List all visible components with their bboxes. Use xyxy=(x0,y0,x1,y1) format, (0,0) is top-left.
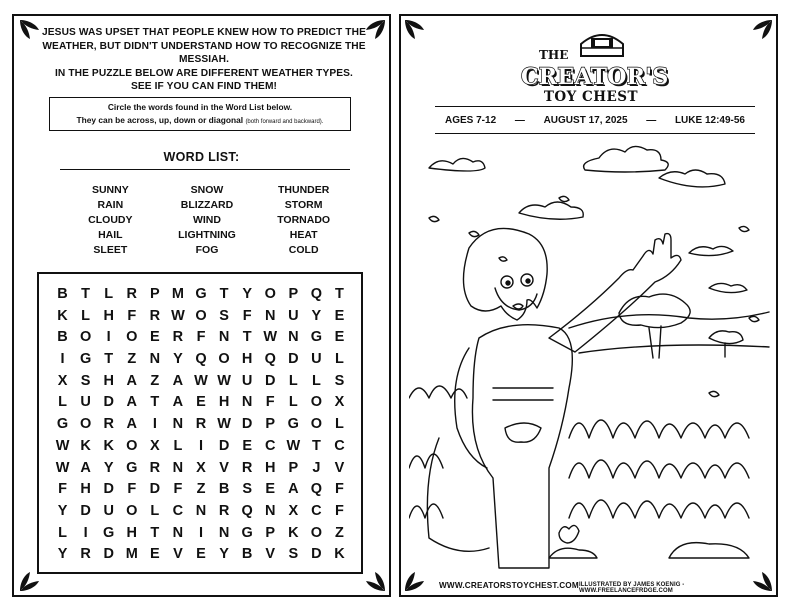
grid-letter[interactable]: H xyxy=(103,372,114,389)
grid-letter[interactable]: Y xyxy=(173,351,183,368)
grid-letter[interactable]: Z xyxy=(196,481,206,498)
grid-letter[interactable]: T xyxy=(219,286,229,302)
word-list xyxy=(62,183,352,257)
grid-letter[interactable]: L xyxy=(288,394,298,411)
word-list-item: CLOUDY xyxy=(88,214,133,226)
grid-letter[interactable]: X xyxy=(196,459,206,476)
grid-letter[interactable]: L xyxy=(58,524,67,541)
grid-letter[interactable]: Q xyxy=(241,502,253,519)
grid-letter[interactable]: A xyxy=(80,459,91,476)
word-list-item: HEAT xyxy=(289,229,318,241)
grid-letter[interactable]: R xyxy=(149,307,161,324)
divider xyxy=(60,169,350,170)
grid-letter[interactable]: L xyxy=(150,502,160,519)
grid-letter[interactable]: L xyxy=(335,351,344,368)
grid-letter[interactable]: E xyxy=(242,437,252,454)
coloring-panel xyxy=(399,14,778,597)
grid-letter[interactable]: Z xyxy=(150,372,160,389)
grid-letter[interactable]: V xyxy=(334,459,345,476)
grid-letter[interactable]: R xyxy=(172,329,184,346)
grid-letter[interactable]: R xyxy=(149,459,161,476)
grid-letter[interactable]: S xyxy=(80,372,91,389)
grid-letter[interactable]: Y xyxy=(57,546,68,563)
word-search-panel xyxy=(12,14,391,597)
grid-letter[interactable]: L xyxy=(81,307,91,324)
grid-letter[interactable]: W xyxy=(263,329,278,346)
grid-letter[interactable]: I xyxy=(83,524,88,541)
grid-letter[interactable]: X xyxy=(334,394,345,411)
word-list-item: RAIN xyxy=(97,199,124,211)
grid-letter[interactable]: R xyxy=(218,502,230,519)
grid-letter[interactable]: C xyxy=(334,437,345,454)
grid-letter[interactable]: A xyxy=(126,416,137,433)
leaf-corner-icon xyxy=(18,569,42,593)
grid-letter[interactable]: K xyxy=(57,307,68,324)
grid-letter[interactable]: K xyxy=(80,437,91,454)
grid-letter[interactable]: N xyxy=(218,329,230,346)
grid-letter[interactable]: N xyxy=(172,524,184,541)
grid-letter[interactable]: P xyxy=(265,416,276,433)
grid-letter[interactable]: N xyxy=(195,502,207,519)
grid-letter[interactable]: M xyxy=(125,546,138,563)
grid-letter[interactable]: A xyxy=(172,394,184,411)
grid-letter[interactable]: T xyxy=(104,351,114,368)
age-range: AGES 7-12 xyxy=(445,114,497,126)
word-list-item: TORNADO xyxy=(277,214,331,226)
creators-toy-chest-logo xyxy=(521,28,669,105)
grid-letter[interactable]: D xyxy=(103,546,114,563)
grid-letter[interactable]: E xyxy=(334,307,345,324)
grid-letter[interactable]: G xyxy=(310,329,323,346)
separator: — xyxy=(646,114,657,126)
grid-letter[interactable]: J xyxy=(312,459,321,476)
grid-letter[interactable]: U xyxy=(80,394,91,411)
grid-letter[interactable]: L xyxy=(58,394,67,411)
grid-letter[interactable]: W xyxy=(171,307,185,324)
word-list-item: SUNNY xyxy=(91,184,129,196)
grid-letter[interactable]: C xyxy=(172,502,184,519)
word-list-item: FOG xyxy=(195,244,219,256)
grid-letter[interactable]: H xyxy=(103,307,114,324)
grid-letter[interactable]: D xyxy=(149,481,161,498)
grid-letter[interactable]: P xyxy=(150,286,160,302)
grid-letter[interactable]: X xyxy=(288,502,299,519)
grid-letter[interactable]: X xyxy=(150,437,160,454)
grid-letter[interactable]: Z xyxy=(127,351,137,368)
grid-letter[interactable]: E xyxy=(196,394,206,411)
grid-letter[interactable]: T xyxy=(150,524,160,541)
scripture-reference: LUKE 12:49-56 xyxy=(674,114,745,126)
grid-letter[interactable]: A xyxy=(126,394,137,411)
grid-letter[interactable]: D xyxy=(103,481,114,498)
leaf-corner-icon xyxy=(403,569,427,593)
grid-letter[interactable]: O xyxy=(79,416,92,433)
grid-letter[interactable]: E xyxy=(265,481,276,498)
grid-letter[interactable]: R xyxy=(195,416,207,433)
grid-letter[interactable]: R xyxy=(103,416,114,433)
grid-letter[interactable]: P xyxy=(288,459,299,476)
grid-letter[interactable]: T xyxy=(150,394,160,411)
instructions-line xyxy=(50,114,350,129)
grid-letter[interactable]: S xyxy=(334,372,345,389)
info-bar xyxy=(435,106,755,134)
grid-letter[interactable]: A xyxy=(288,481,299,498)
grid-letter[interactable]: U xyxy=(311,351,322,368)
logo-title: CREATOR'S xyxy=(521,64,669,90)
leaf-corner-icon xyxy=(750,18,774,42)
grid-letter[interactable]: G xyxy=(103,524,115,541)
illustrator-credit: ILLUSTRATED BY JAMES KOENIG - WWW.FREELANCEFRDGE.COM xyxy=(579,582,685,594)
grid-letter[interactable]: D xyxy=(311,546,322,563)
grid-letter[interactable]: H xyxy=(264,459,276,476)
grid-letter[interactable]: I xyxy=(60,351,65,368)
grid-letter[interactable]: D xyxy=(288,351,299,368)
grid-letter[interactable]: B xyxy=(241,546,253,563)
leaf-corner-icon xyxy=(750,569,774,593)
grid-letter[interactable]: D xyxy=(218,437,230,454)
grid-letter[interactable]: N xyxy=(172,416,184,433)
grid-letter[interactable]: E xyxy=(150,329,160,346)
separator: — xyxy=(514,114,525,126)
grid-letter[interactable]: N xyxy=(218,524,230,541)
grid-letter[interactable]: T xyxy=(335,286,344,302)
grid-letter[interactable]: C xyxy=(311,502,322,519)
instructions-line-text: They can be across, up, down or diagonal xyxy=(76,115,244,125)
grid-letter[interactable]: T xyxy=(81,286,91,302)
leaf-corner-icon xyxy=(403,18,427,42)
grid-letter[interactable]: N xyxy=(264,307,276,324)
grid-letter[interactable]: R xyxy=(126,286,137,302)
grid-letter[interactable]: N xyxy=(288,329,299,346)
grid-letter[interactable]: A xyxy=(126,372,137,389)
instructions-box xyxy=(49,97,351,131)
word-list-item: STORM xyxy=(284,199,323,211)
grid-letter[interactable]: C xyxy=(264,437,276,454)
grid-letter[interactable]: N xyxy=(172,459,184,476)
logo-subtitle: TOY CHEST xyxy=(543,89,639,105)
grid-letter[interactable]: Y xyxy=(57,502,68,519)
grid-letter[interactable]: W xyxy=(217,372,231,389)
grid-letter[interactable]: F xyxy=(265,394,275,411)
word-search-grid xyxy=(37,272,363,574)
intro-text xyxy=(34,26,374,94)
grid-letter[interactable]: W xyxy=(55,459,70,476)
grid-letter[interactable]: N xyxy=(264,502,276,519)
grid-letter[interactable]: P xyxy=(265,524,276,541)
grid-letter[interactable]: H xyxy=(80,481,91,498)
grid-letter[interactable]: Z xyxy=(335,524,344,541)
grid-letter[interactable]: G xyxy=(56,416,69,433)
grid-letter[interactable]: G xyxy=(241,524,253,541)
grid-letter[interactable]: R xyxy=(80,546,91,563)
grid-letter[interactable]: T xyxy=(242,329,252,346)
lesson-date: AUGUST 17, 2025 xyxy=(543,114,628,126)
website-link[interactable]: WWW.CREATORSTOYCHEST.COM xyxy=(439,581,579,590)
grid-letter[interactable]: I xyxy=(152,416,157,433)
grid-letter[interactable]: Y xyxy=(219,546,229,563)
grid-letter[interactable]: O xyxy=(126,329,138,346)
grid-letter[interactable]: W xyxy=(286,437,301,454)
grid-letter[interactable]: Y xyxy=(242,286,252,302)
grid-letter[interactable]: D xyxy=(241,416,253,433)
word-list-item: SNOW xyxy=(190,184,224,196)
grid-letter[interactable]: E xyxy=(150,546,160,563)
grid-letter[interactable]: T xyxy=(311,437,321,454)
intro-line: WEATHER, BUT DIDN'T UNDERSTAND HOW TO RECOGNIZE THE MESSIAH. xyxy=(42,40,366,65)
grid-letter[interactable]: D xyxy=(80,502,91,519)
word-list-item: WIND xyxy=(192,214,221,226)
grid-letter[interactable]: D xyxy=(264,372,276,389)
grid-letter[interactable]: W xyxy=(217,416,231,433)
grid-letter[interactable]: B xyxy=(57,286,68,302)
grid-letter[interactable]: S xyxy=(219,307,229,324)
grid-letter[interactable]: W xyxy=(194,372,208,389)
grid-letter[interactable]: F xyxy=(335,502,344,519)
grid-letter[interactable]: R xyxy=(241,459,253,476)
grid-letter[interactable]: Y xyxy=(311,307,322,324)
grid-letter[interactable]: F xyxy=(58,481,67,498)
grid-letter[interactable]: O xyxy=(79,329,92,346)
grid-letter[interactable]: O xyxy=(264,286,276,302)
grid-letter[interactable]: K xyxy=(334,546,345,563)
grid-letter[interactable]: K xyxy=(288,524,299,541)
grid-letter[interactable]: V xyxy=(219,459,229,476)
intro-line: IN THE PUZZLE BELOW ARE DIFFERENT WEATHER TYPES. xyxy=(55,67,353,79)
grid-letter[interactable]: F xyxy=(173,481,183,498)
grid-letter[interactable]: L xyxy=(335,416,344,433)
grid-letter[interactable]: I xyxy=(198,524,203,541)
leaf-corner-icon xyxy=(363,18,387,42)
grid-letter[interactable]: V xyxy=(265,546,276,563)
word-list-item: THUNDER xyxy=(277,184,330,196)
grid-letter[interactable]: Q xyxy=(264,351,276,368)
grid-letter[interactable]: H xyxy=(218,394,230,411)
grid-letter[interactable]: O xyxy=(195,307,207,324)
grid-letter[interactable]: X xyxy=(57,372,68,389)
word-list-item: HAIL xyxy=(98,229,123,241)
grid-letter[interactable]: O xyxy=(126,437,138,454)
grid-letter[interactable]: G xyxy=(79,351,92,368)
grid-letter[interactable]: L xyxy=(104,286,114,302)
grid-letter[interactable]: E xyxy=(196,546,206,563)
word-list-item: LIGHTNING xyxy=(178,229,236,241)
instructions-note: (both forward and backward). xyxy=(245,119,324,125)
grid-letter[interactable]: L xyxy=(311,372,321,389)
grid-letter[interactable]: D xyxy=(103,394,114,411)
grid-letter[interactable]: F xyxy=(127,481,137,498)
grid-letter[interactable]: K xyxy=(103,437,114,454)
grid-letter[interactable]: G xyxy=(126,459,138,476)
grid-letter[interactable]: O xyxy=(310,416,323,433)
grid-letter[interactable]: L xyxy=(288,372,298,389)
grid-letter[interactable]: F xyxy=(196,329,206,346)
grid-letter[interactable]: O xyxy=(310,524,323,541)
grid-letter[interactable]: H xyxy=(126,524,137,541)
grid-letter[interactable]: W xyxy=(55,437,70,454)
word-list-item: COLD xyxy=(288,244,319,256)
grid-letter[interactable]: M xyxy=(171,286,184,302)
word-list-item: SLEET xyxy=(93,244,128,256)
letter-grid xyxy=(51,285,351,567)
leaf-corner-icon xyxy=(18,18,42,42)
logo-the: THE xyxy=(539,48,569,62)
grid-letter[interactable]: S xyxy=(242,481,252,498)
grid-letter[interactable]: P xyxy=(288,286,299,302)
grid-letter[interactable]: F xyxy=(335,481,344,498)
grid-letter[interactable]: Y xyxy=(103,459,114,476)
grid-letter[interactable]: O xyxy=(218,351,230,368)
toy-chest-icon xyxy=(577,28,627,58)
grid-letter[interactable]: I xyxy=(198,437,203,454)
grid-letter[interactable]: O xyxy=(126,502,138,519)
grid-letter[interactable]: I xyxy=(106,329,111,346)
word-list-item: BLIZZARD xyxy=(180,199,234,211)
grid-letter[interactable]: O xyxy=(310,394,323,411)
grid-letter[interactable]: B xyxy=(57,329,68,346)
grid-letter[interactable]: A xyxy=(172,372,184,389)
intro-line: JESUS WAS UPSET THAT PEOPLE KNEW HOW TO PREDICT THE xyxy=(42,27,366,38)
grid-letter[interactable]: F xyxy=(242,307,252,324)
intro-line: SEE IF YOU CAN FIND THEM! xyxy=(130,81,278,92)
word-list-title: WORD LIST: xyxy=(163,150,240,164)
instructions-line: Circle the words found in the Word List below. xyxy=(107,102,293,112)
grid-letter[interactable]: U xyxy=(288,307,299,324)
grid-letter[interactable]: E xyxy=(334,329,345,346)
leaf-corner-icon xyxy=(363,569,387,593)
grid-letter[interactable]: Q xyxy=(195,351,207,368)
grid-letter[interactable]: H xyxy=(241,351,253,368)
grid-letter[interactable]: U xyxy=(103,502,114,519)
grid-letter[interactable]: L xyxy=(173,437,183,454)
grid-letter[interactable]: G xyxy=(195,286,207,302)
grid-letter[interactable]: S xyxy=(288,546,299,563)
grid-letter[interactable]: F xyxy=(127,307,137,324)
grid-letter[interactable]: U xyxy=(241,372,253,389)
grid-letter[interactable]: Q xyxy=(310,286,323,302)
grid-letter[interactable]: V xyxy=(173,546,183,563)
grid-letter[interactable]: B xyxy=(218,481,230,498)
coloring-illustration xyxy=(409,138,772,574)
grid-letter[interactable]: Q xyxy=(310,481,323,498)
grid-letter[interactable]: N xyxy=(241,394,253,411)
grid-letter[interactable]: G xyxy=(287,416,299,433)
grid-letter[interactable]: N xyxy=(149,351,161,368)
